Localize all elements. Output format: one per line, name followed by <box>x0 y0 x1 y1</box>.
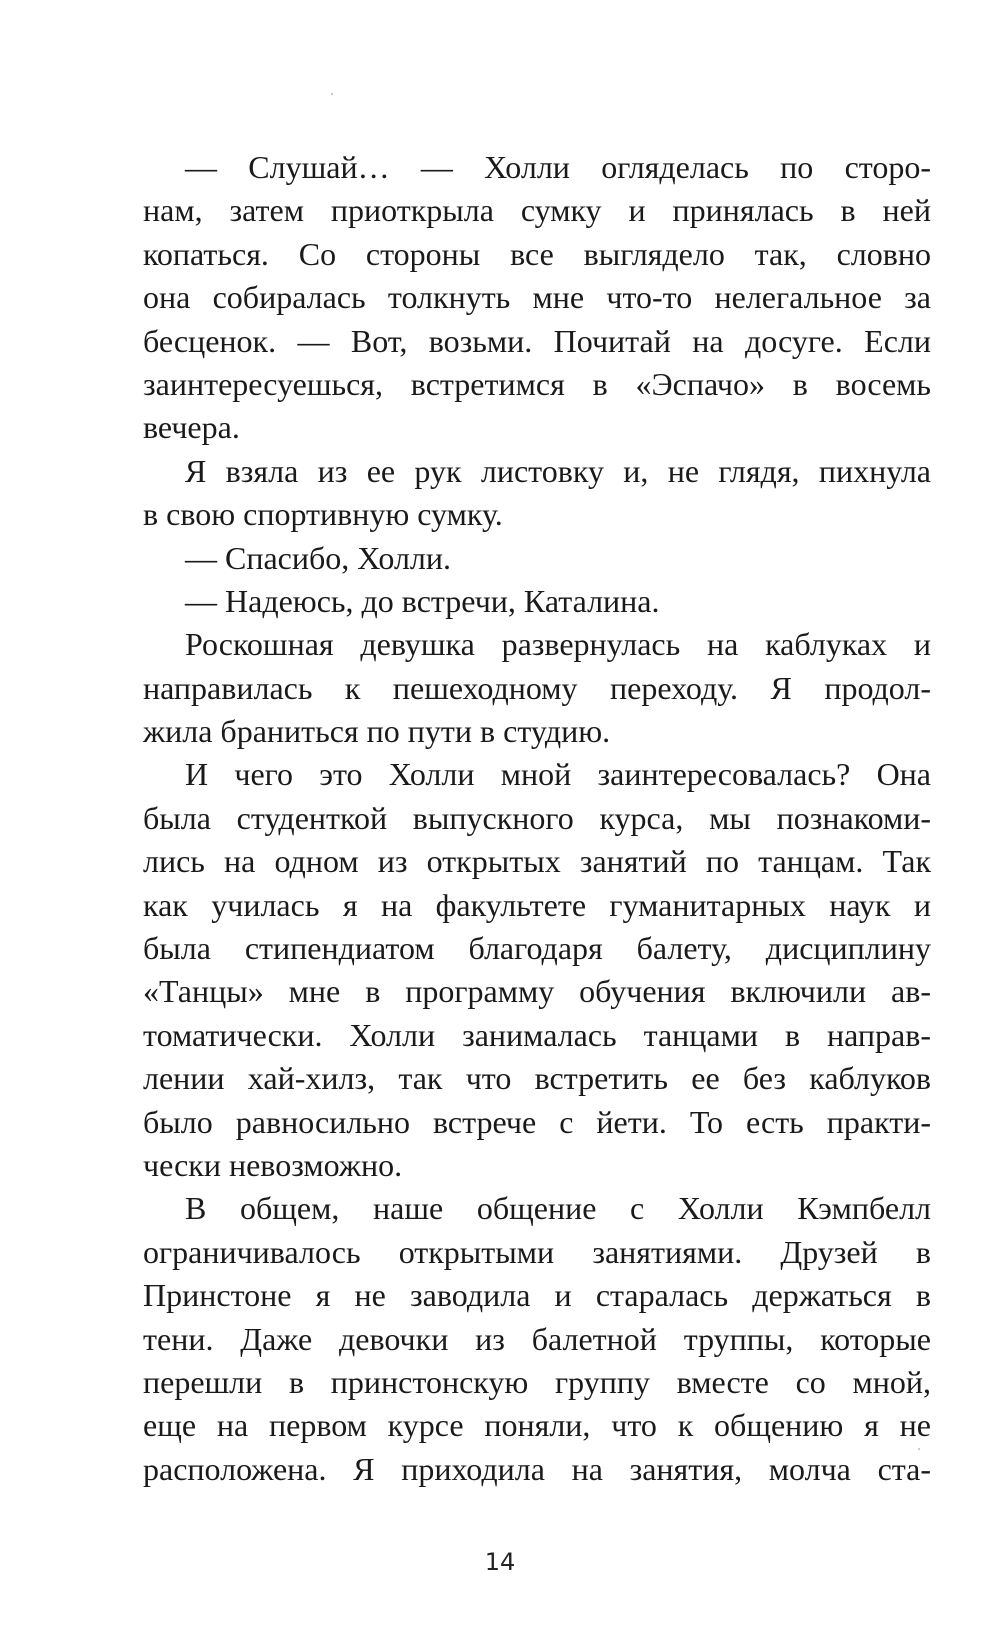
text-line: лении хай-хилз, так что встретить ее без каблуков <box>143 1060 931 1097</box>
text-line: была студенткой выпускного курса, мы познакоми- <box>143 799 931 836</box>
text-line: бесценок. — Вот, возьми. Почитай на досуге. Если <box>143 322 931 359</box>
text-line: направилась к пешеходному переходу. Я продол- <box>143 669 931 706</box>
text-line: И чего это Холли мной заинтересовалась? Она <box>185 756 931 793</box>
text-line: еще на первом курсе поняли, что к общению я не <box>143 1407 931 1444</box>
text-line: томатически. Холли занималась танцами в направ- <box>143 1016 931 1053</box>
text-line: как училась я на факультете гуманитарных наук и <box>143 886 931 923</box>
text-line: была стипендиатом благодаря балету, дисциплину <box>143 930 931 967</box>
text-line: — Надеюсь, до встречи, Каталина. <box>185 582 660 619</box>
text-line: «Танцы» мне в программу обучения включили ав- <box>143 973 931 1010</box>
text-line: чески невозможно. <box>143 1146 403 1183</box>
text-line: перешли в принстонскую группу вместе со мной, <box>143 1363 931 1400</box>
text-line: — Слушай… — Холли огляделась по сторо- <box>185 149 931 185</box>
text-line: Принстоне я не заводила и старалась держаться в <box>143 1277 931 1314</box>
text-line: было равносильно встрече с йети. То есть практи- <box>143 1103 931 1140</box>
text-line: Я взяла из ее рук листовку и, не глядя, пихнула <box>185 452 931 489</box>
scan-speck <box>331 93 333 95</box>
text-line: расположена. Я приходила на занятия, молча ста- <box>143 1450 931 1487</box>
page-number: 14 <box>484 1548 516 1576</box>
text-line: она собиралась толкнуть мне что-то нелегальное за <box>143 279 931 316</box>
text-line: жила браниться по пути в студию. <box>143 713 611 750</box>
text-line: лись на одном из открытых занятий по танцам. Так <box>143 843 931 880</box>
text-line: — Спасибо, Холли. <box>185 539 452 576</box>
text-line: нам, затем приоткрыла сумку и принялась в ней <box>143 192 931 229</box>
text-line: в свою спортивную сумку. <box>143 496 503 533</box>
text-line: вечера. <box>143 409 240 446</box>
text-line: Роскошная девушка развернулась на каблуках и <box>185 626 931 663</box>
text-line: ограничивалось открытыми занятиями. Друзей в <box>143 1233 931 1270</box>
page-body-text <box>143 146 931 1491</box>
text-line: тени. Даже девочки из балетной труппы, которые <box>143 1320 931 1357</box>
text-line: заинтересуешься, встретимся в «Эспачо» в восемь <box>143 365 931 402</box>
text-line: В общем, наше общение с Холли Кэмпбелл <box>185 1190 931 1227</box>
text-line: копаться. Со стороны все выглядело так, словно <box>143 235 931 272</box>
